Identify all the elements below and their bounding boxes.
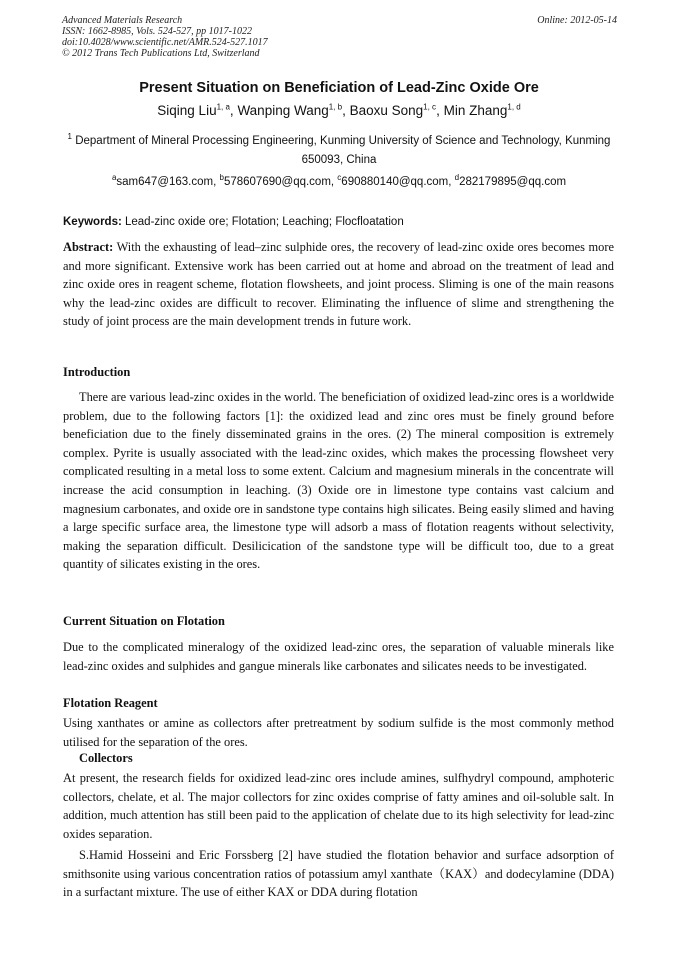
copyright-line: © 2012 Trans Tech Publications Ltd, Switzerland <box>62 48 260 59</box>
email-sup: d <box>454 173 460 183</box>
keywords-text: Lead-zinc oxide ore; Flotation; Leaching; Flocfloatation <box>125 216 404 228</box>
email-sup: c <box>337 173 342 183</box>
issn-line: ISSN: 1662-8985, Vols. 524-527, pp 1017-1022 <box>62 26 252 37</box>
flotation-reagent-heading: Flotation Reagent <box>63 696 158 710</box>
paper-title: Present Situation on Beneficiation of Lead-Zinc Oxide Ore <box>139 80 539 96</box>
doi-line: doi:10.4028/www.scientific.net/AMR.524-527.1017 <box>62 37 268 48</box>
affiliation <box>60 132 618 170</box>
affiliation-sup: 1 <box>67 132 72 142</box>
author-list: Siqing Liu$^{1, a}$, Wanping Wang$^{1, b}$, Baoxu Song$^{1, c}$, Min Zhang$^{1, d}$ <box>157 102 521 118</box>
email-link[interactable]: 578607690@qq.com <box>223 176 331 188</box>
author-sup: 1, d <box>507 102 521 112</box>
affiliation-text: Department of Mineral Processing Engineering, Kunming University of Science and Technology, Kunming 650093, China <box>75 135 611 166</box>
abstract <box>63 238 614 331</box>
flotation-text: Due to the complicated mineralogy of the oxidized lead-zinc ores, the separation of valuable minerals like lead-zinc oxides and sulphides and gangue minerals like carbonates and silicates needs to be investigated. <box>63 640 614 673</box>
collectors-text: At present, the research fields for oxidized lead-zinc ores include amines, sulfhydryl compound, amphoteric collectors, chelate, et al. The major collectors for zinc oxides comprise of fatty amines and oil-soluble salt. In addition, much attention has still been paid to the application of chelate due to its high selectivity for lead-zinc oxides separation. <box>63 771 614 841</box>
introduction-heading: Introduction <box>63 365 131 379</box>
flotation-reagent-text: Using xanthates or amine as collectors after pretreatment by sodium sulfide is the most commonly method utilised for the separation of the ores. <box>63 716 614 749</box>
keywords <box>63 216 616 228</box>
author-name: Siqing Liu <box>157 103 217 118</box>
author-name: Baoxu Song <box>349 103 424 118</box>
abstract-label: Abstract: <box>63 240 114 254</box>
email-sup: b <box>219 173 224 183</box>
abstract-text: With the exhausting of lead–zinc sulphide ores, the recovery of lead-zinc oxide ores becomes more and more significant. Extensive work has been carried out at home and abroad on the treatment of lead and zinc oxide ores in reagent scheme, flotation flowsheets, and joint process. Sliming is one of the main reasons why the lead-zinc oxides are difficult to recover. Eliminating the influence of slime and strengthening the study of joint process are the main development trends in future work. <box>63 240 614 329</box>
introduction-text: There are various lead-zinc oxides in the world. The beneficiation of oxidized lead-zinc ores is a worldwide problem, due to the following factors [1]: the oxidized lead and zinc ores must be finely ground before beneficiation due to the finely disseminated grains in the ores. (2) The mineral composition is extremely complex. Pyrite is usually associated with the lead-zinc oxides, which makes the processing flowsheet very complicated resulting in a metal loss to some extent. Calcium and magnesium minerals in the concentrate will increase the acid consumption in leaching. (3) Oxide ore in limestone type contains vast calcium and magnesium carbonates, and oxide ore in sandstone type contains high silicates. Being easily slimed and having a large specific surface area, the limestone type will adsorb a mass of flotation reagents without selectivity, making the separation difficult. Desilicication of the sandstone type will be difficult too, due to a great quantity of silicates existing in the ores. <box>63 390 614 572</box>
online-date: Online: 2012-05-14 <box>537 15 617 26</box>
email-sup: a <box>111 173 117 183</box>
email-list: $^a$sam647@163.com, $^b$578607690@qq.com, $^c$690880140@qq.com, $^d$282179895@qq.com <box>111 173 567 188</box>
author-name: Wanping Wang <box>237 103 329 118</box>
author-sup: 1, c <box>423 102 437 112</box>
author-name: Min Zhang <box>443 103 508 118</box>
email-link[interactable]: sam647@163.com <box>116 176 214 188</box>
hosseini-text: S.Hamid Hosseini and Eric Forssberg [2] have studied the flotation behavior and surface adsorption of smithsonite using various concentration ratios of potassium amyl xanthate（KAX）and dodecylamine (DDA) in a surfactant mixture. The use of either KAX or DDA during flotation <box>63 848 614 900</box>
email-link[interactable]: 282179895@qq.com <box>459 176 567 188</box>
email-link[interactable]: 690880140@qq.com <box>341 176 449 188</box>
journal-header <box>62 15 617 59</box>
author-sup: 1, a <box>216 102 230 112</box>
flotation-heading: Current Situation on Flotation <box>63 614 225 628</box>
author-sup: 1, b <box>328 102 343 112</box>
journal-name: Advanced Materials Research <box>62 15 183 26</box>
keywords-label: Keywords: <box>63 216 122 228</box>
collectors-heading: Collectors <box>79 751 133 765</box>
